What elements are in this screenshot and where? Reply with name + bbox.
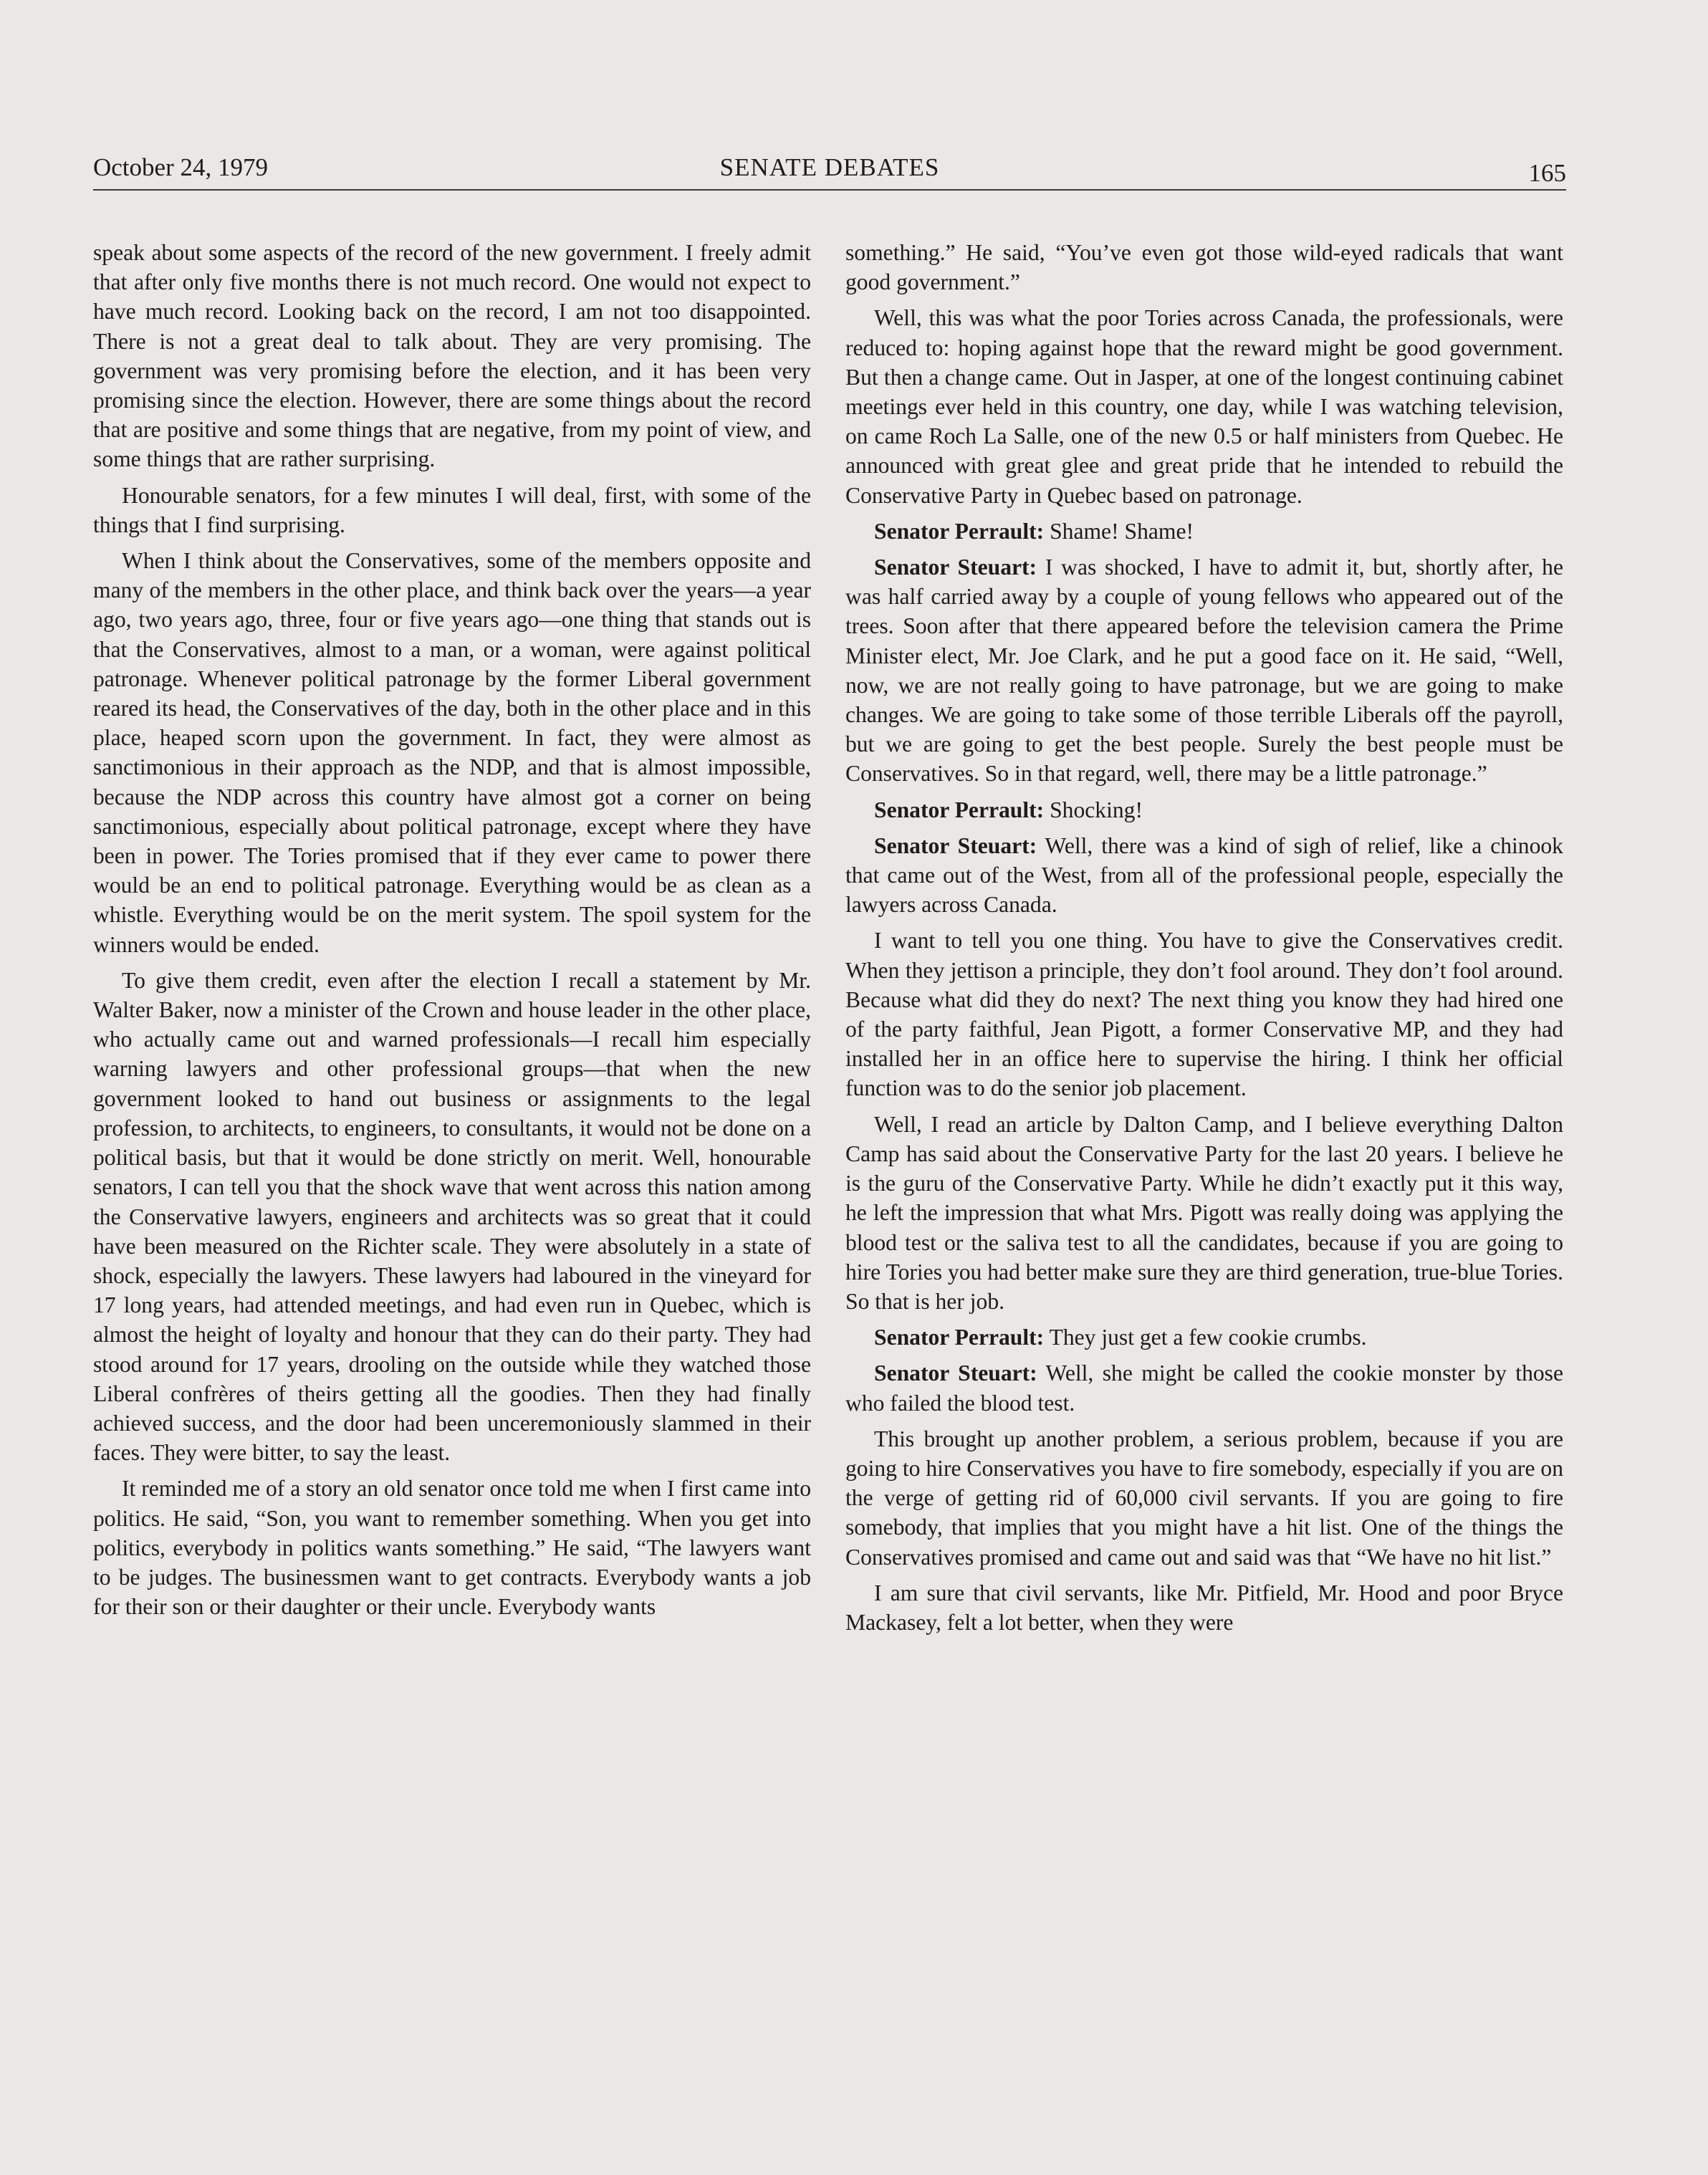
speech-text: Shame! Shame! [1044,518,1194,544]
paragraph: Honourable senators, for a few minutes I will deal, first, with some of the things that I find surprising. [93,482,811,537]
speaker-name: Senator Perrault: [874,797,1045,822]
paragraph: something.” He said, “You’ve even got those wild-eyed radicals that want good government.” [845,240,1563,295]
header-page-number: 165 [1528,159,1566,187]
speech-paragraph [845,795,1563,825]
speaker-name: Senator Perrault: [874,518,1045,544]
paragraph: It reminded me of a story an old senator once told me when I first came into politics. He said, “Son, you want to remember something. When you get into politics, everybody in politics wants something.” He said, “The lawyers want to be judges. The businessmen want to get contracts. Everybody wants a job for their son or their daughter or their uncle. Everybody wants [93,1476,811,1620]
speech-paragraph [845,517,1563,546]
speaker-name: Senator Steuart: [874,832,1037,858]
paragraph: Well, this was what the poor Tories across Canada, the professionals, were reduced to: hoping against hope that the reward might be good government. But then a change came. Out in Jasper, at one of the longest continuing cabinet meetings ever held in this country, one day, while I was watching television, on came Roch La Salle, one of the new 0.5 or half ministers from Quebec. He announced with great glee and great pride that he intended to rebuild the Conservative Party in Quebec based on patronage. [845,305,1563,508]
speech-text: Shocking! [1044,797,1143,822]
paragraph: When I think about the Conservatives, some of the members opposite and many of the members in the other place, and think back over the years—a year ago, two years ago, three, four or five years ago—one thing that stands out is that the Conservatives, almost to a man, or a woman, were against political patronage. Whenever political patronage by the former Liberal government reared its head, the Conservatives of the day, both in the other place and in this place, heaped scorn upon the government. In fact, they were almost as sanctimonious in their approach as the NDP, and that is almost impossible, because the NDP across this country have almost got a corner on being sanctimonious, especially about political patronage, except where they have been in power. The Tories promised that if they ever came to power there would be an end to political patronage. Everything would be as clean as a whistle. Everything would be on the merit system. The spoil system for the winners would be ended. [93,548,811,957]
speech-paragraph [845,831,1563,920]
paragraph: speak about some aspects of the record of the new government. I freely admit that after only five months there is not much record. One would not expect to have much record. Looking back on the record, I am not too disappointed. There is not a great deal to talk about. They are very promising. The government was very promising before the election, and it has been very promising since the election. However, there are some things about the record that are positive and some things that are negative, from my point of view, and some things that are rather surprising. [93,240,811,472]
speech-paragraph [845,1358,1563,1417]
speaker-name: Senator Steuart: [874,554,1037,580]
left-column [93,238,811,1621]
paragraph: To give them credit, even after the election I recall a statement by Mr. Walter Baker, now a minister of the Crown and house leader in the other place, who actually came out and warned professionals—I recall him especially warning lawyers and other professional groups—that when the new government looked to hand out business or assignments to the legal profession, to architects, to engineers, to consultants, it would not be done on a political basis, but that it would be done strictly on merit. Well, honourable senators, I can tell you that the shock wave that went across this nation among the Conservative lawyers, engineers and architects was so great that it could have been measured on the Richter scale. They were absolutely in a state of shock, especially the lawyers. These lawyers had laboured in the vineyard for 17 long years, had attended meetings, and had even run in Quebec, which is almost the height of loyalty and honour that they can do their party. They had stood around for 17 years, drooling on the outside while they watched those Liberal confrères of theirs getting all the goodies. Then they had finally achieved success, and the door had been unceremoniously slammed in their faces. They were bitter, to say the least. [93,967,811,1466]
speech-paragraph [845,552,1563,789]
speaker-name: Senator Perrault: [874,1325,1045,1350]
paragraph: Well, I read an article by Dalton Camp, and I believe everything Dalton Camp has said about the Conservative Party for the last 20 years. I believe he is the guru of the Conservative Party. While he didn’t exactly put it this way, he left the impression that what Mrs. Pigott was really doing was applying the blood test or the saliva test to all the candidates, because if you are going to hire Tories you had better make sure they are third generation, true-blue Tories. So that is her job. [845,1111,1563,1314]
paragraph: I want to tell you one thing. You have to give the Conservatives credit. When they jettison a principle, they don’t fool around. They don’t fool around. Because what did they do next? The next thing you know they had hired one of the party faithful, Jean Pigott, a former Conservative MP, and they had installed her in an office here to supervise the hiring. I think her official function was to do the senior job placement. [845,928,1563,1101]
speech-text: I was shocked, I have to admit it, but, shortly after, he was half carried away by a couple of young fellows who appeared out of the trees. Soon after that there appeared before the television camera the Prime Minister elect, Mr. Joe Clark, and he put a good face on it. He said, “Well, now, we are not really going to have patronage, but we are going to make changes. We are going to take some of those terrible Liberals off the payroll, but we are going to get the best people. Surely the best people must be Conservatives. So in that regard, well, there may be a little patronage.” [845,554,1563,787]
speech-paragraph [845,1322,1563,1352]
paragraph: This brought up another problem, a serious problem, because if you are going to hire Conservatives you have to fire somebody, especially if you are on the verge of getting rid of 60,000 civil servants. If you are going to fire somebody, that implies that you might have a hit list. One of the things the Conservatives promised and came out and said was that “We have no hit list.” [845,1426,1563,1570]
speech-text: Well, she might be called the cookie monster by those who failed the blood test. [845,1360,1563,1416]
running-header [93,149,1566,191]
speech-text: They just get a few cookie crumbs. [1044,1325,1367,1350]
speaker-name: Senator Steuart: [874,1360,1037,1386]
paragraph: I am sure that civil servants, like Mr. Pitfield, Mr. Hood and poor Bryce Mackasey, felt a lot better, when they were [845,1580,1563,1635]
header-publication: SENATE DEBATES [719,153,940,181]
header-date: October 24, 1979 [93,153,268,181]
right-column [845,238,1563,1637]
speech-text: Well, there was a kind of sigh of relief, like a chinook that came out of the West, from all of the professional people, especially the lawyers across Canada. [845,832,1563,918]
